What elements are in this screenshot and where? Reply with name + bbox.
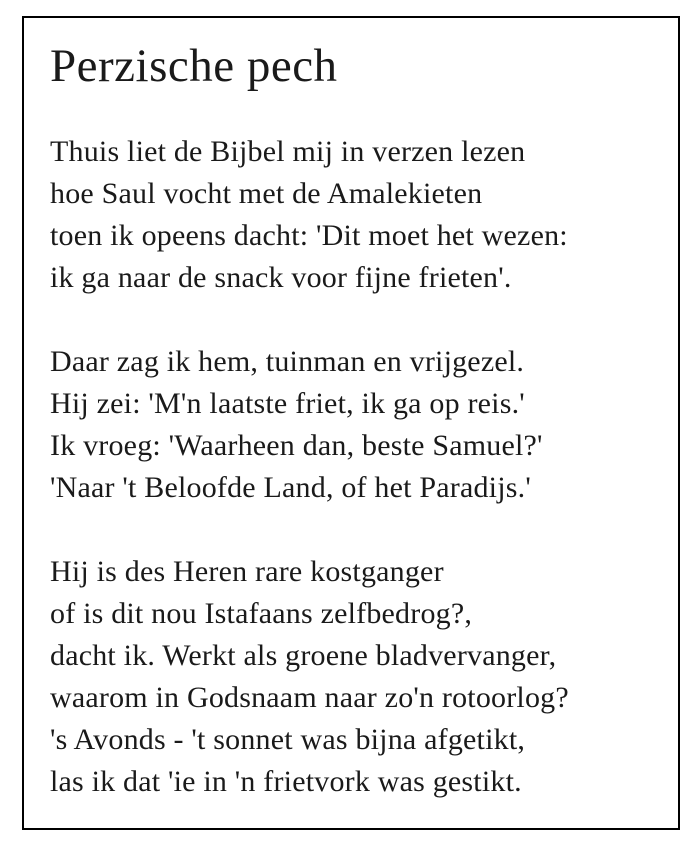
poem-frame: [22, 16, 680, 830]
poem-line: hoe Saul vocht met de Amalekieten: [50, 177, 483, 211]
poem-line: Ik vroeg: 'Waarheen dan, beste Samuel?': [50, 429, 543, 463]
poem-line: Thuis liet de Bijbel mij in verzen lezen: [50, 135, 526, 169]
poem-line: Daar zag ik hem, tuinman en vrijgezel.: [50, 345, 525, 379]
poem-line: Hij is des Heren rare kostganger: [50, 555, 444, 589]
stanza-2: [50, 341, 666, 509]
poem-line: las ik dat 'ie in 'n frietvork was gestikt.: [50, 765, 522, 799]
poem-line: 'Naar 't Beloofde Land, of het Paradijs.': [50, 471, 531, 505]
poem-line: Hij zei: 'M'n laatste friet, ik ga op reis.': [50, 387, 525, 421]
poem-line: dacht ik. Werkt als groene bladvervanger,: [50, 639, 557, 673]
poem-line: waarom in Godsnaam naar zo'n rotoorlog?: [50, 681, 569, 715]
poem-line: ik ga naar de snack voor fijne frieten'.: [50, 261, 512, 295]
poem-line: toen ik opeens dacht: 'Dit moet het wezen:: [50, 219, 568, 253]
poem-line: 's Avonds - 't sonnet was bijna afgetikt,: [50, 723, 526, 757]
poem-line: of is dit nou Istafaans zelfbedrog?,: [50, 597, 473, 631]
stanza-3: [50, 551, 666, 803]
poem-title: Perzische pech: [50, 40, 338, 92]
stanza-1: [50, 131, 666, 299]
